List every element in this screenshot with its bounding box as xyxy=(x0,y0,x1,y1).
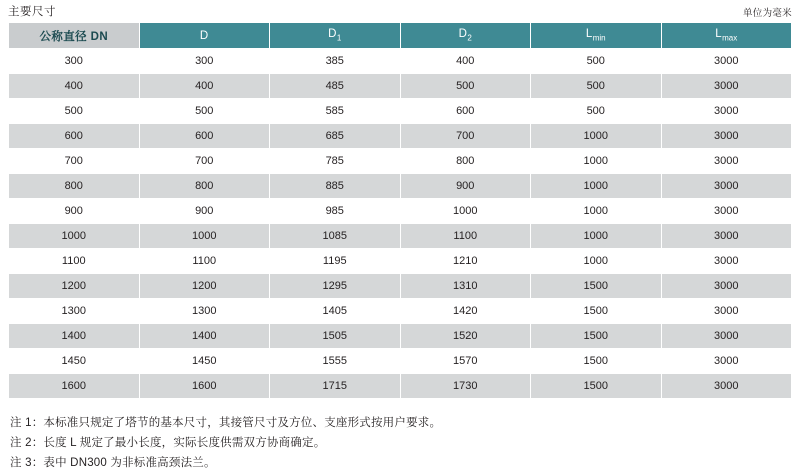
cell-lmin: 1500 xyxy=(531,299,662,324)
cell-d2: 600 xyxy=(400,99,531,124)
cell-dn: 1450 xyxy=(9,349,140,374)
table-row xyxy=(9,299,792,324)
cell-lmin: 500 xyxy=(531,74,662,99)
cell-d: 1600 xyxy=(139,374,270,399)
cell-lmin: 1000 xyxy=(531,249,662,274)
cell-lmax: 3000 xyxy=(661,249,792,274)
cell-d: 700 xyxy=(139,149,270,174)
cell-dn: 400 xyxy=(9,74,140,99)
column-header-lmax xyxy=(661,23,792,49)
cell-lmax: 3000 xyxy=(661,174,792,199)
note-3: 注 3：表中 DN300 为非标准高颈法兰。 xyxy=(10,457,216,469)
table-body xyxy=(9,49,792,399)
table-row xyxy=(9,224,792,249)
cell-d2: 400 xyxy=(400,49,531,74)
dimensions-table xyxy=(8,22,792,399)
cell-lmax: 3000 xyxy=(661,274,792,299)
table-row xyxy=(9,49,792,74)
cell-d: 500 xyxy=(139,99,270,124)
note-1: 注 1：本标准只规定了塔节的基本尺寸，其接管尺寸及方位、支座形式按用户要求。 xyxy=(10,417,442,429)
cell-lmin: 1000 xyxy=(531,124,662,149)
cell-d1: 1505 xyxy=(270,324,401,349)
cell-dn: 300 xyxy=(9,49,140,74)
column-header-lmin-label: L xyxy=(585,28,593,41)
column-header-d2-label: D xyxy=(458,28,468,41)
table-header-row xyxy=(9,23,792,49)
cell-lmin: 1000 xyxy=(531,174,662,199)
table-row xyxy=(9,324,792,349)
column-header-lmin xyxy=(531,23,662,49)
table-row xyxy=(9,74,792,99)
cell-d1: 585 xyxy=(270,99,401,124)
table-row xyxy=(9,374,792,399)
notes-section xyxy=(10,413,790,473)
column-header-d1-label: D xyxy=(328,28,337,41)
table-row xyxy=(9,174,792,199)
column-header-lmax-sub: max xyxy=(722,33,738,43)
cell-dn: 900 xyxy=(9,199,140,224)
table-row xyxy=(9,349,792,374)
column-header-lmax-label: L xyxy=(715,28,723,41)
cell-dn: 700 xyxy=(9,149,140,174)
cell-d2: 1100 xyxy=(400,224,531,249)
cell-d1: 1715 xyxy=(270,374,401,399)
cell-lmax: 3000 xyxy=(661,74,792,99)
cell-dn: 1400 xyxy=(9,324,140,349)
cell-lmax: 3000 xyxy=(661,349,792,374)
column-header-lmin-sub: min xyxy=(592,33,606,43)
table-row xyxy=(9,249,792,274)
cell-lmin: 1500 xyxy=(531,349,662,374)
cell-d2: 800 xyxy=(400,149,531,174)
column-header-d1 xyxy=(270,23,401,49)
cell-d: 1100 xyxy=(139,249,270,274)
cell-d1: 685 xyxy=(270,124,401,149)
cell-d: 1400 xyxy=(139,324,270,349)
column-header-d1-sub: 1 xyxy=(336,33,342,43)
table-row xyxy=(9,99,792,124)
cell-lmin: 500 xyxy=(531,99,662,124)
cell-lmin: 1500 xyxy=(531,374,662,399)
cell-d: 600 xyxy=(139,124,270,149)
column-header-d2 xyxy=(400,23,531,49)
table-row xyxy=(9,124,792,149)
cell-dn: 1100 xyxy=(9,249,140,274)
cell-lmax: 3000 xyxy=(661,124,792,149)
cell-lmax: 3000 xyxy=(661,299,792,324)
cell-d2: 1420 xyxy=(400,299,531,324)
cell-d2: 500 xyxy=(400,74,531,99)
cell-lmax: 3000 xyxy=(661,149,792,174)
cell-dn: 600 xyxy=(9,124,140,149)
cell-dn: 1000 xyxy=(9,224,140,249)
table-row xyxy=(9,149,792,174)
cell-d2: 700 xyxy=(400,124,531,149)
column-header-d xyxy=(139,23,270,49)
cell-d2: 1000 xyxy=(400,199,531,224)
cell-d: 1200 xyxy=(139,274,270,299)
table-header xyxy=(9,23,792,49)
cell-d1: 1295 xyxy=(270,274,401,299)
cell-d: 900 xyxy=(139,199,270,224)
cell-lmax: 3000 xyxy=(661,199,792,224)
cell-d1: 385 xyxy=(270,49,401,74)
cell-lmax: 3000 xyxy=(661,324,792,349)
table-row xyxy=(9,199,792,224)
column-header-d-label: D xyxy=(199,29,209,42)
page-title: 主要尺寸 xyxy=(8,6,56,18)
column-header-d2-sub: 2 xyxy=(467,33,472,43)
page-header xyxy=(8,0,792,22)
cell-d: 800 xyxy=(139,174,270,199)
cell-lmin: 1000 xyxy=(531,149,662,174)
cell-lmin: 1000 xyxy=(531,199,662,224)
cell-d: 1300 xyxy=(139,299,270,324)
column-header-dn-label: 公称直径 DN xyxy=(39,30,109,43)
cell-dn: 1200 xyxy=(9,274,140,299)
cell-lmin: 1000 xyxy=(531,224,662,249)
cell-d2: 1730 xyxy=(400,374,531,399)
cell-d2: 1570 xyxy=(400,349,531,374)
cell-lmin: 1500 xyxy=(531,324,662,349)
cell-dn: 800 xyxy=(9,174,140,199)
cell-d1: 1555 xyxy=(270,349,401,374)
cell-d1: 785 xyxy=(270,149,401,174)
cell-d1: 985 xyxy=(270,199,401,224)
cell-d2: 1310 xyxy=(400,274,531,299)
cell-d: 400 xyxy=(139,74,270,99)
cell-dn: 500 xyxy=(9,99,140,124)
cell-lmax: 3000 xyxy=(661,99,792,124)
cell-lmin: 1500 xyxy=(531,274,662,299)
cell-d1: 1085 xyxy=(270,224,401,249)
cell-d1: 1405 xyxy=(270,299,401,324)
cell-d: 1000 xyxy=(139,224,270,249)
cell-d1: 885 xyxy=(270,174,401,199)
cell-lmax: 3000 xyxy=(661,374,792,399)
cell-d2: 900 xyxy=(400,174,531,199)
unit-note: 单位为毫米 xyxy=(742,8,792,19)
cell-lmin: 500 xyxy=(531,49,662,74)
table-row xyxy=(9,274,792,299)
cell-d2: 1520 xyxy=(400,324,531,349)
cell-d1: 1195 xyxy=(270,249,401,274)
cell-d: 1450 xyxy=(139,349,270,374)
cell-lmax: 3000 xyxy=(661,49,792,74)
note-2: 注 2：长度 L 规定了最小长度，实际长度供需双方协商确定。 xyxy=(10,437,326,449)
cell-d1: 485 xyxy=(270,74,401,99)
column-header-dn xyxy=(9,23,140,49)
cell-d: 300 xyxy=(139,49,270,74)
cell-dn: 1300 xyxy=(9,299,140,324)
cell-d2: 1210 xyxy=(400,249,531,274)
cell-lmax: 3000 xyxy=(661,224,792,249)
cell-dn: 1600 xyxy=(9,374,140,399)
